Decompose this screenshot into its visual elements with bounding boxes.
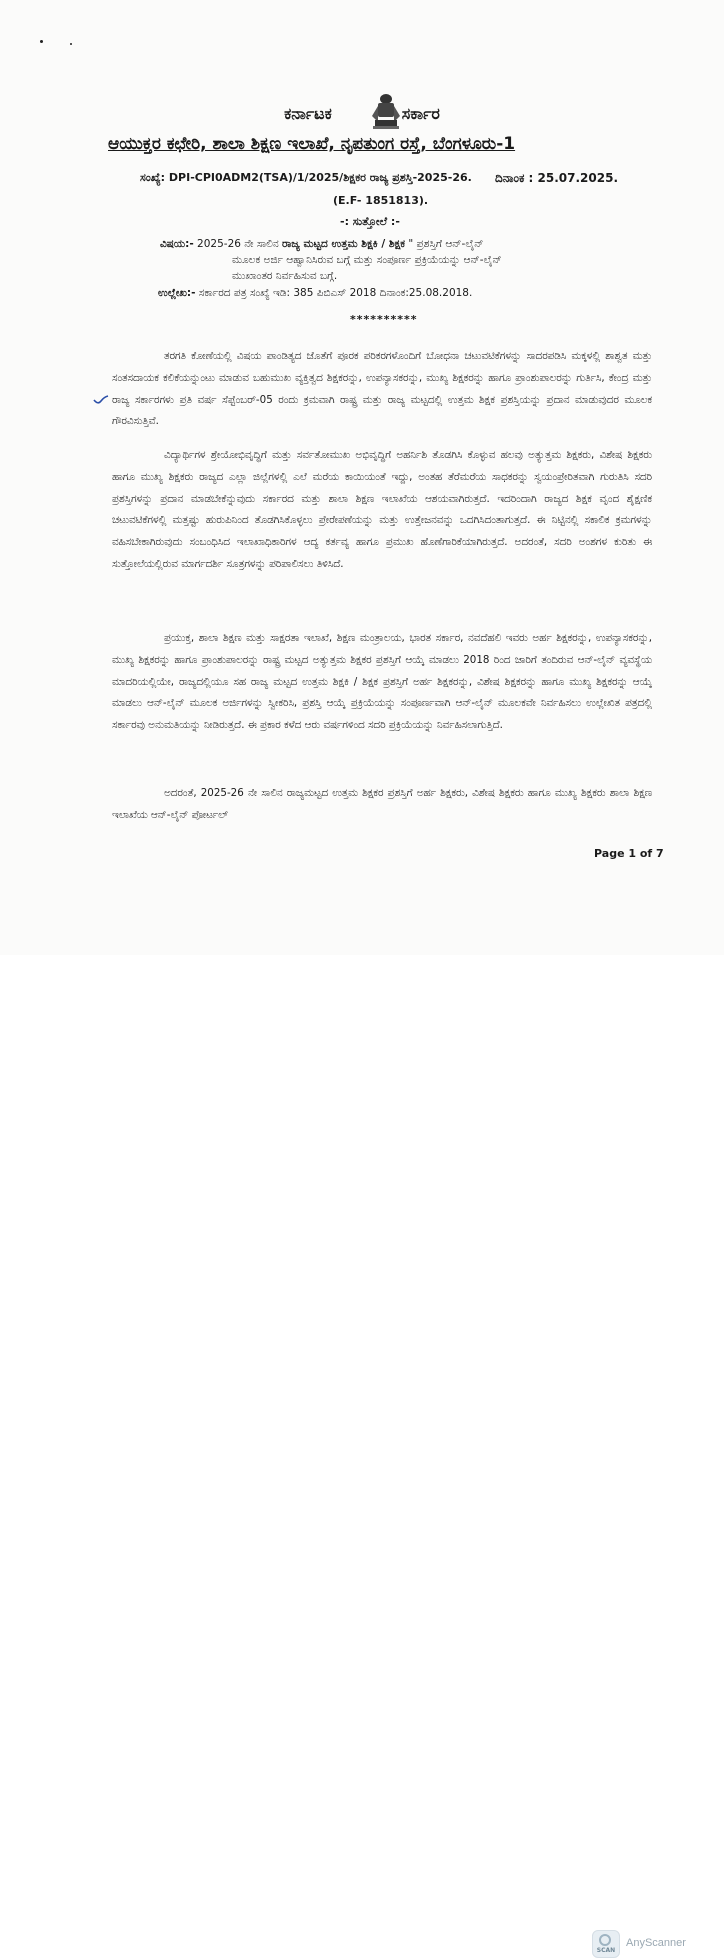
subject-bold: ರಾಜ್ಯ ಮಟ್ಟದ ಉತ್ತಮ ಶಿಕ್ಷಕಿ / ಶಿಕ್ಷಕ	[282, 238, 405, 250]
scanner-logo-text: SCAN	[596, 1947, 616, 1954]
paragraph-1: ತರಗತಿ ಕೋಣೆಯಲ್ಲಿ ವಿಷಯ ಪಾಂಡಿತ್ಯದ ಜೊತೆಗೆ ಪೂರಕ ಪರಿಕರಗಳೊಂದಿಗೆ ಬೋಧನಾ ಚಟುವಟಿಕೆಗಳನ್ನು ಸಾದರಪಡಿಸಿ ಮಕ್ಕಳಲ್ಲಿ ಶಾಶ್ವತ ಮತ್ತು ಸಂತಸದಾಯಕ ಕಲಿಕೆಯನ್ನುಂಟು ಮಾಡುವ ಬಹುಮುಖ ವ್ಯಕ್ತಿತ್ವದ ಶಿಕ್ಷಕರನ್ನು, ಉಪನ್ಯಾಸಕರನ್ನು, ಮುಖ್ಯ ಶಿಕ್ಷಕರನ್ನು ಹಾಗೂ ಪ್ರಾಂಶುಪಾಲರನ್ನು ಗುರ್ತಿಸಿ, ಕೇಂದ್ರ ಮತ್ತು ರಾಜ್ಯ ಸರ್ಕಾರಗಳು ಪ್ರತಿ ವರ್ಷ ಸೆಪ್ಟೆಂಬರ್-05 ರಂದು ಕ್ರಮವಾಗಿ ರಾಷ್ಟ್ರ ಮತ್ತು ರಾಜ್ಯ ಮಟ್ಟದಲ್ಲಿ ಉತ್ತಮ ಶಿಕ್ಷಕ ಪ್ರಶಸ್ತಿಯನ್ನು ಪ್ರದಾನ ಮಾಡುವುದರ ಮೂಲಕ ಗೌರವಿಸುತ್ತಿವೆ.	[112, 350, 652, 428]
reference-block	[158, 285, 658, 301]
subject-text-b: " ಪ್ರಶಸ್ತಿಗೆ ಆನ್-ಲೈನ್	[405, 238, 484, 250]
scanner-logo-icon	[592, 1930, 620, 1958]
subject-block	[160, 236, 650, 284]
reference-line	[140, 171, 660, 185]
government-title	[0, 104, 724, 124]
scan-speck	[70, 43, 72, 45]
paragraph-3: ಪ್ರಯುಕ್ತ, ಶಾಲಾ ಶಿಕ್ಷಣ ಮತ್ತು ಸಾಕ್ಷರತಾ ಇಲಾಖೆ, ಶಿಕ್ಷಣ ಮಂತ್ರಾಲಯ, ಭಾರತ ಸರ್ಕಾರ, ನವದೆಹಲಿ ಇವರು ಅರ್ಹ ಶಿಕ್ಷಕರನ್ನು, ಉಪನ್ಯಾಸಕರನ್ನು, ಮುಖ್ಯ ಶಿಕ್ಷಕರನ್ನು ಹಾಗೂ ಪ್ರಾಂಶುಪಾಲರನ್ನು ರಾಷ್ಟ್ರ ಮಟ್ಟದ ಅತ್ಯುತ್ತಮ ಶಿಕ್ಷಕರ ಪ್ರಶಸ್ತಿಗೆ ಆಯ್ಕೆ ಮಾಡಲು 2018 ರಿಂದ ಜಾರಿಗೆ ತಂದಿರುವ ಆನ್-ಲೈನ್ ವ್ಯವಸ್ಥೆಯ ಮಾದರಿಯಲ್ಲಿಯೇ, ರಾಜ್ಯದಲ್ಲಿಯೂ ಸಹ ರಾಜ್ಯ ಮಟ್ಟದ ಉತ್ತಮ ಶಿಕ್ಷಕಿ / ಶಿಕ್ಷಕ ಪ್ರಶಸ್ತಿಗೆ ಅರ್ಹ ಶಿಕ್ಷಕರನ್ನು, ವಿಶೇಷ ಶಿಕ್ಷಕರನ್ನು ಹಾಗೂ ಮುಖ್ಯ ಶಿಕ್ಷಕರನ್ನು ಆಯ್ಕೆ ಮಾಡಲು ಆನ್-ಲೈನ್ ಮೂಲಕ ಅರ್ಜಿಗಳನ್ನು ಸ್ವೀಕರಿಸಿ, ಪ್ರಶಸ್ತಿ ಆಯ್ಕೆ ಪ್ರಕ್ರಿಯೆಯನ್ನು ಸಂಪೂರ್ಣವಾಗಿ ಆನ್-ಲೈನ್ ಮೂಲಕವೇ ನಿರ್ವಹಿಸಲು ಉಲ್ಲೇಖಿತ ಪತ್ರದಲ್ಲಿ ಸರ್ಕಾರವು ಅನುಮತಿಯನ್ನು ನೀಡಿರುತ್ತದೆ. ಈ ಪ್ರಕಾರ ಕಳೆದ ಆರು ವರ್ಷಗಳಿಂದ ಸದರಿ ಪ್ರಕ್ರಿಯೆಯನ್ನು ನಿರ್ವಹಿಸಲಾಗುತ್ತಿದೆ.	[112, 632, 652, 732]
title-karnataka: ಕರ್ನಾಟಕ	[284, 104, 332, 123]
ef-number: (E.F- 1851813).	[333, 194, 429, 207]
reference-number: ಸಂಖ್ಯೆ: DPI-CPI0ADM2(TSA)/1/2025/ಶಿಕ್ಷಕರ ರಾಜ್ಯ ಪ್ರಶಸ್ತಿ-2025-26.	[140, 171, 472, 184]
title-sarkara: ಸರ್ಕಾರ	[401, 104, 440, 123]
circular-title: -: ಸುತ್ತೋಲೆ :-	[340, 215, 400, 228]
reference-label: ಉಲ್ಲೇಖ:-	[158, 287, 196, 299]
scanner-footer	[0, 955, 724, 1954]
subject-text-a: 2025-26 ನೇ ಸಾಲಿನ	[193, 238, 283, 250]
page-number: Page 1 of 7	[594, 847, 664, 860]
separator-stars: **********	[350, 313, 418, 326]
paragraph-2: ವಿದ್ಯಾರ್ಥಿಗಳ ಶ್ರೇಯೋಭಿವೃದ್ಧಿಗೆ ಮತ್ತು ಸರ್ವತೋಮುಖ ಅಭಿವೃದ್ಧಿಗೆ ಅಹರ್ನಿಶಿ ತೊಡಗಿಸಿ ಕೊಳ್ಳುವ ಹಲವು ಅತ್ಯುತ್ತಮ ಶಿಕ್ಷಕರು, ವಿಶೇಷ ಶಿಕ್ಷಕರು ಹಾಗೂ ಮುಖ್ಯ ಶಿಕ್ಷಕರು ರಾಜ್ಯದ ಎಲ್ಲಾ ಜಿಲ್ಲೆಗಳಲ್ಲಿ ಎಲೆ ಮರೆಯ ಕಾಯಿಯಂತೆ ಇದ್ದು, ಅಂತಹ ತೆರೆಮರೆಯ ಸಾಧಕರನ್ನು ಸ್ವಯಂಪ್ರೇರಿತವಾಗಿ ಗುರುತಿಸಿ ಸದರಿ ಪ್ರಶಸ್ತಿಗಳನ್ನು ಪ್ರದಾನ ಮಾಡಬೇಕೆನ್ನುವುದು ಸರ್ಕಾರದ ಮತ್ತು ಶಾಲಾ ಶಿಕ್ಷಣ ಇಲಾಖೆಯ ಆಶಯವಾಗಿರುತ್ತದೆ. ಇದರಿಂದಾಗಿ ರಾಜ್ಯದ ಶಿಕ್ಷಕ ವೃಂದ ಶೈಕ್ಷಣಿಕ ಚಟುವಟಿಕೆಗಳಲ್ಲಿ ಮತ್ತಷ್ಟು ಹುರುಪಿನಿಂದ ತೊಡಗಿಸಿಕೊಳ್ಳಲು ಪ್ರೇರೇಪಣೆಯನ್ನು ಮತ್ತು ಉತ್ತೇಜನವನ್ನು ಒದಗಿಸಿದಂತಾಗುತ್ತದೆ. ಈ ನಿಟ್ಟಿನಲ್ಲಿ ಸಕಾಲಿಕ ಕ್ರಮಗಳನ್ನು ವಹಿಸಬೇಕಾಗಿರುವುದು ಸಂಬಂಧಿಸಿದ ಇಲಾಖಾಧಿಕಾರಿಗಳ ಆದ್ಯ ಕರ್ತವ್ಯ ಹಾಗೂ ಪ್ರಮುಖ ಹೊಣೆಗಾರಿಕೆಯಾಗಿರುತ್ತದೆ. ಅದರಂತೆ, ಸದರಿ ಅಂಶಗಳ ಕುರಿತು ಈ ಸುತ್ತೋಲೆಯಲ್ಲಿರುವ ಮಾರ್ಗದರ್ಶಿ ಸೂತ್ರಗಳನ್ನು ಪರಿಪಾಲಿಸಲು ತಿಳಿಸಿದೆ.	[112, 449, 652, 570]
letter-date: ದಿನಾಂಕ : 25.07.2025.	[495, 171, 619, 185]
pen-mark-icon	[92, 392, 110, 406]
subject-label: ವಿಷಯ:-	[160, 238, 194, 250]
scan-speck	[40, 40, 43, 43]
subject-line-3: ಮುಖಾಂತರ ನಿರ್ವಹಿಸುವ ಬಗ್ಗೆ.	[232, 270, 338, 282]
scanner-brand: AnyScanner	[626, 1937, 686, 1949]
office-address: ಆಯುಕ್ತರ ಕಛೇರಿ, ಶಾಲಾ ಶಿಕ್ಷಣ ಇಲಾಖೆ, ನೃಪತುಂಗ ರಸ್ತೆ, ಬೆಂಗಳೂರು-1	[108, 134, 516, 154]
reference-text: ಸರ್ಕಾರದ ಪತ್ರ ಸಂಖ್ಯೆ ಇಡಿ: 385 ಪಿಬಿಎಸ್ 2018 ದಿನಾಂಕ:25.08.2018.	[195, 287, 473, 299]
paragraph-4: ಅದರಂತೆ, 2025-26 ನೇ ಸಾಲಿನ ರಾಜ್ಯಮಟ್ಟದ ಉತ್ತಮ ಶಿಕ್ಷಕರ ಪ್ರಶಸ್ತಿಗೆ ಅರ್ಹ ಶಿಕ್ಷಕರು, ವಿಶೇಷ ಶಿಕ್ಷಕರು ಹಾಗೂ ಮುಖ್ಯ ಶಿಕ್ಷಕರು ಶಾಲಾ ಶಿಕ್ಷಣ ಇಲಾಖೆಯ ಆನ್-ಲೈನ್ ಪೋರ್ಟಲ್	[112, 787, 652, 821]
subject-line-2: ಮೂಲಕ ಅರ್ಜಿ ಆಹ್ವಾನಿಸಿರುವ ಬಗ್ಗೆ ಮತ್ತು ಸಂಪೂರ್ಣ ಪ್ರಕ್ರಿಯೆಯನ್ನು ಆನ್-ಲೈನ್	[232, 254, 502, 266]
